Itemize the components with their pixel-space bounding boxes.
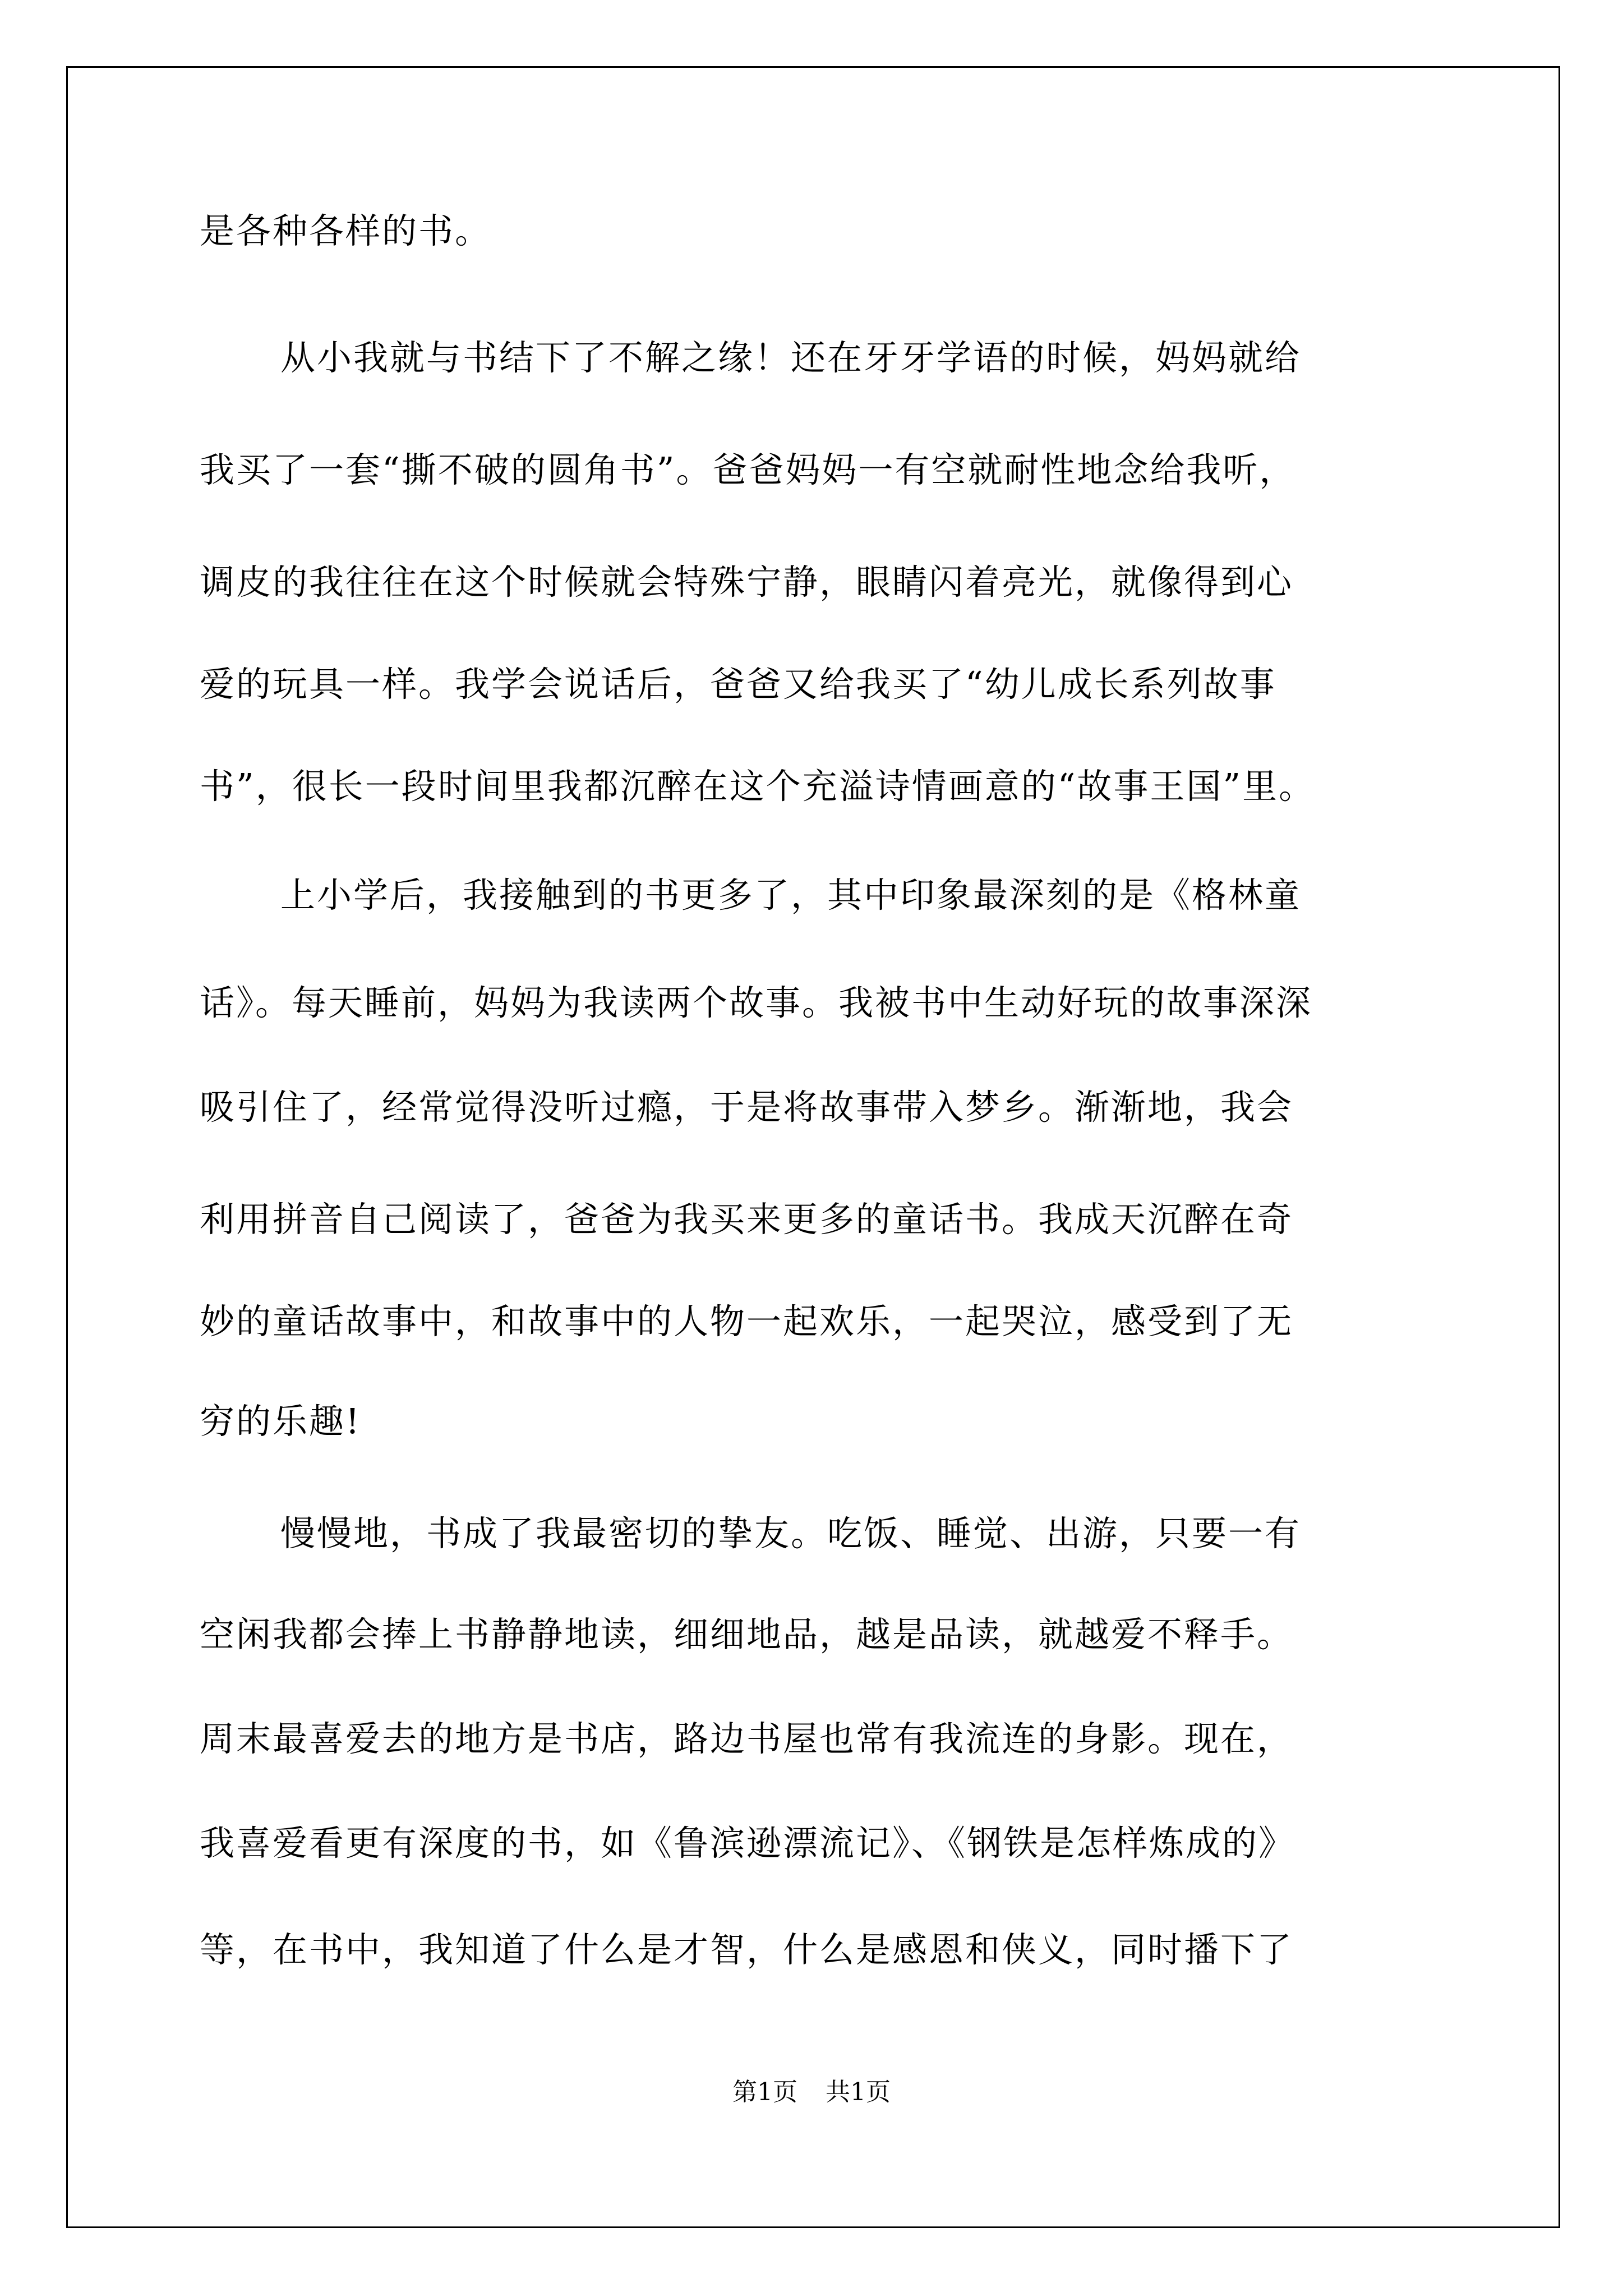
paragraph-start-line: 上小学后，我接触到的书更多了，其中印象最深刻的是《格林童 [280, 875, 1302, 915]
paragraph-start-line: 慢慢地，书成了我最密切的挚友。吃饭、睡觉、出游，只要一有 [280, 1513, 1302, 1554]
text-line: 调皮的我往往在这个时候就会特殊宁静，眼睛闪着亮光，就像得到心 [200, 562, 1294, 602]
total-pages: 共1页 [826, 2078, 891, 2106]
page-border [66, 66, 1560, 2228]
text-line: 吸引住了，经常觉得没听过瘾，于是将故事带入梦乡。渐渐地，我会 [200, 1087, 1294, 1128]
page-number: 第1页 [732, 2078, 797, 2106]
text-line: 穷的乐趣! [200, 1401, 361, 1442]
text-line: 话》。每天睡前，妈妈为我读两个故事。我被书中生动好玩的故事深深 [200, 982, 1313, 1023]
text-line: 等，在书中，我知道了什么是才智，什么是感恩和侠义，同时播下了 [200, 1929, 1294, 1970]
text-line: 我喜爱看更有深度的书，如《鲁滨逊漂流记》、《钢铁是怎样炼成的》 [200, 1823, 1295, 1864]
text-line: 利用拼音自己阅读了，爸爸为我买来更多的童话书。我成天沉醉在奇 [200, 1199, 1294, 1240]
text-line: 是各种各样的书。 [200, 210, 492, 251]
paragraph-start-line: 从小我就与书结下了不解之缘！还在牙牙学语的时候，妈妈就给 [280, 337, 1302, 378]
text-line: 周末最喜爱去的地方是书店，路边书屋也常有我流连的身影。现在， [200, 1718, 1294, 1759]
text-line: 我买了一套“撕不破的圆角书”。爸爸妈妈一有空就耐性地念给我听， [200, 449, 1296, 490]
text-line: 爱的玩具一样。我学会说话后，爸爸又给我买了“幼儿成长系列故事 [200, 664, 1276, 705]
text-line: 妙的童话故事中，和故事中的人物一起欢乐，一起哭泣，感受到了无 [200, 1301, 1294, 1342]
page-footer [0, 2076, 1623, 2109]
text-line: 空闲我都会捧上书静静地读，细细地品，越是品读，就越爱不释手。 [200, 1614, 1294, 1655]
text-line: 书”，很长一段时间里我都沉醉在这个充溢诗情画意的“故事王国”里。 [200, 766, 1316, 807]
